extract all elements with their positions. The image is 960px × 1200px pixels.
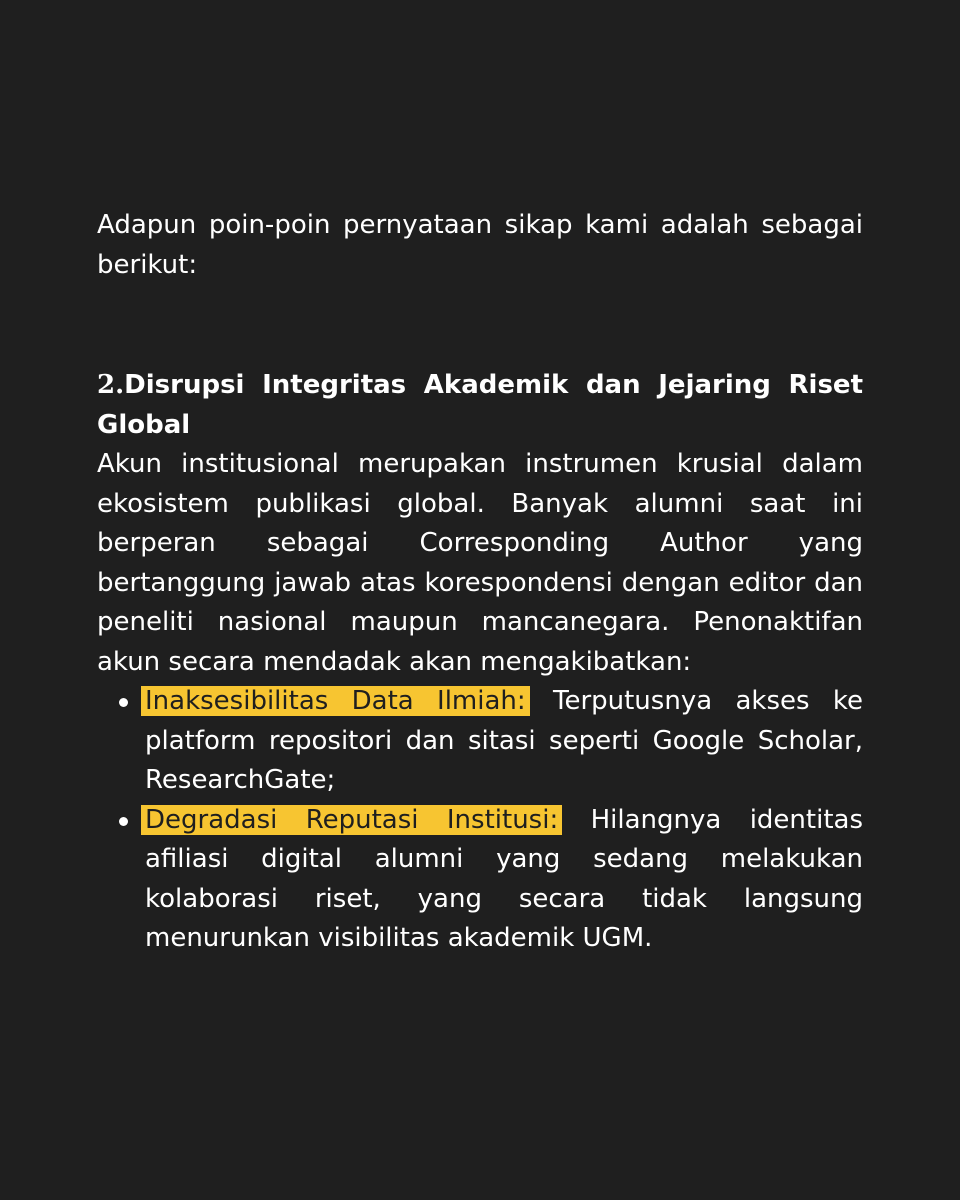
intro-paragraph: Adapun poin-poin pernyataan sikap kami adalah sebagai berikut:: [97, 210, 863, 280]
bullet-highlight-label: Inaksesibilitas Data Ilmiah:: [141, 686, 530, 716]
bullet-highlight-label: Degradasi Reputasi Institusi:: [141, 805, 562, 835]
document-content: [97, 206, 863, 959]
section-number: 2.: [97, 370, 125, 400]
bullet-list: [97, 682, 863, 959]
bullet-text: Terputusnya akses ke platform repositori dan sitasi seperti Google Scholar, ResearchGate;: [145, 686, 863, 795]
bullet-dot-icon: [119, 817, 128, 826]
bullet-text: Hilangnya identitas afiliasi digital alumni yang sedang melakukan kolaborasi riset, yang secara tidak langsung menurunkan visibilitas akademik UGM.: [145, 804, 863, 953]
section-body: Akun institusional merupakan instrumen krusial dalam ekosistem publikasi global. Banyak alumni saat ini berperan sebagai Corresponding Author yang bertanggung jawab atas korespondensi dengan editor dan peneliti nasional maupun mancanegara. Penonaktifan akun secara mendadak akan mengakibatkan:: [97, 449, 863, 677]
bullet-item: [97, 801, 863, 959]
section-2: [97, 366, 863, 959]
section-title: Disrupsi Integritas Akademik dan Jejaring Riset Global: [97, 370, 863, 440]
bullet-item: [97, 682, 863, 801]
bullet-dot-icon: [119, 698, 128, 707]
section-heading: [97, 366, 863, 445]
